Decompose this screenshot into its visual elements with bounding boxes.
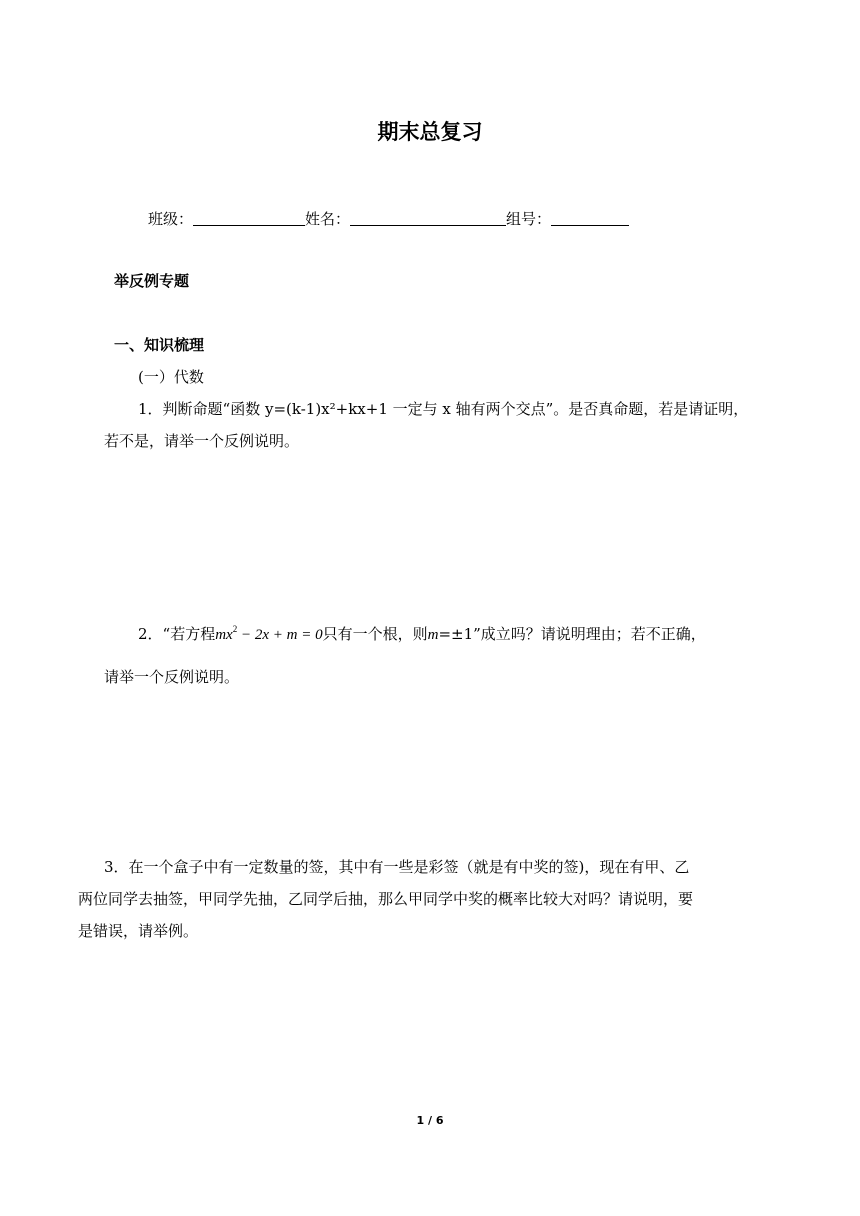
- page-number: 1 / 6: [416, 1114, 444, 1127]
- question-1-line-1: 1．判断命题“函数 y=(k-1)x²+kx+1 一定与 x 轴有两个交点”。是否真命题，若是请证明，: [138, 400, 749, 418]
- question-2-variable: m: [427, 627, 439, 643]
- question-1-line-2: 若不是，请举一个反例说明。: [104, 432, 300, 450]
- name-label: 姓名：: [305, 210, 351, 228]
- page-title: 期末总复习: [377, 120, 483, 144]
- question-3-line-1: 3．在一个盒子中有一定数量的签，其中有一些是彩签（就是有中奖的签)，现在有甲、乙: [104, 858, 690, 876]
- group-label: 组号：: [506, 210, 552, 228]
- class-label: 班级：: [148, 210, 194, 228]
- section-heading: 一、知识梳理: [114, 336, 205, 354]
- group-blank: [551, 211, 629, 226]
- topic-heading: 举反例专题: [114, 272, 190, 290]
- name-blank: [350, 211, 506, 226]
- subsection-heading: (一）代数: [138, 368, 204, 386]
- question-2-line-1: [138, 623, 706, 644]
- student-info-line: [148, 208, 629, 229]
- question-2-mid: 只有一个根，则: [322, 625, 428, 643]
- question-3-line-2: 两位同学去抽签，甲同学先抽，乙同学后抽，那么甲同学中奖的概率比较大对吗？请说明，要: [78, 890, 694, 908]
- question-2-line-2: 请举一个反例说明。: [104, 668, 240, 686]
- question-3-line-3: 是错误，请举例。: [78, 922, 199, 940]
- question-2-suffix: ”成立吗？请说明理由；若不正确，: [473, 625, 706, 643]
- question-2-pm: =±1: [438, 625, 474, 643]
- question-2-prefix: 2．“若方程: [138, 625, 216, 643]
- question-2-equation: $mx^2 - 2x + m = 0$: [215, 624, 323, 643]
- class-blank: [193, 211, 305, 226]
